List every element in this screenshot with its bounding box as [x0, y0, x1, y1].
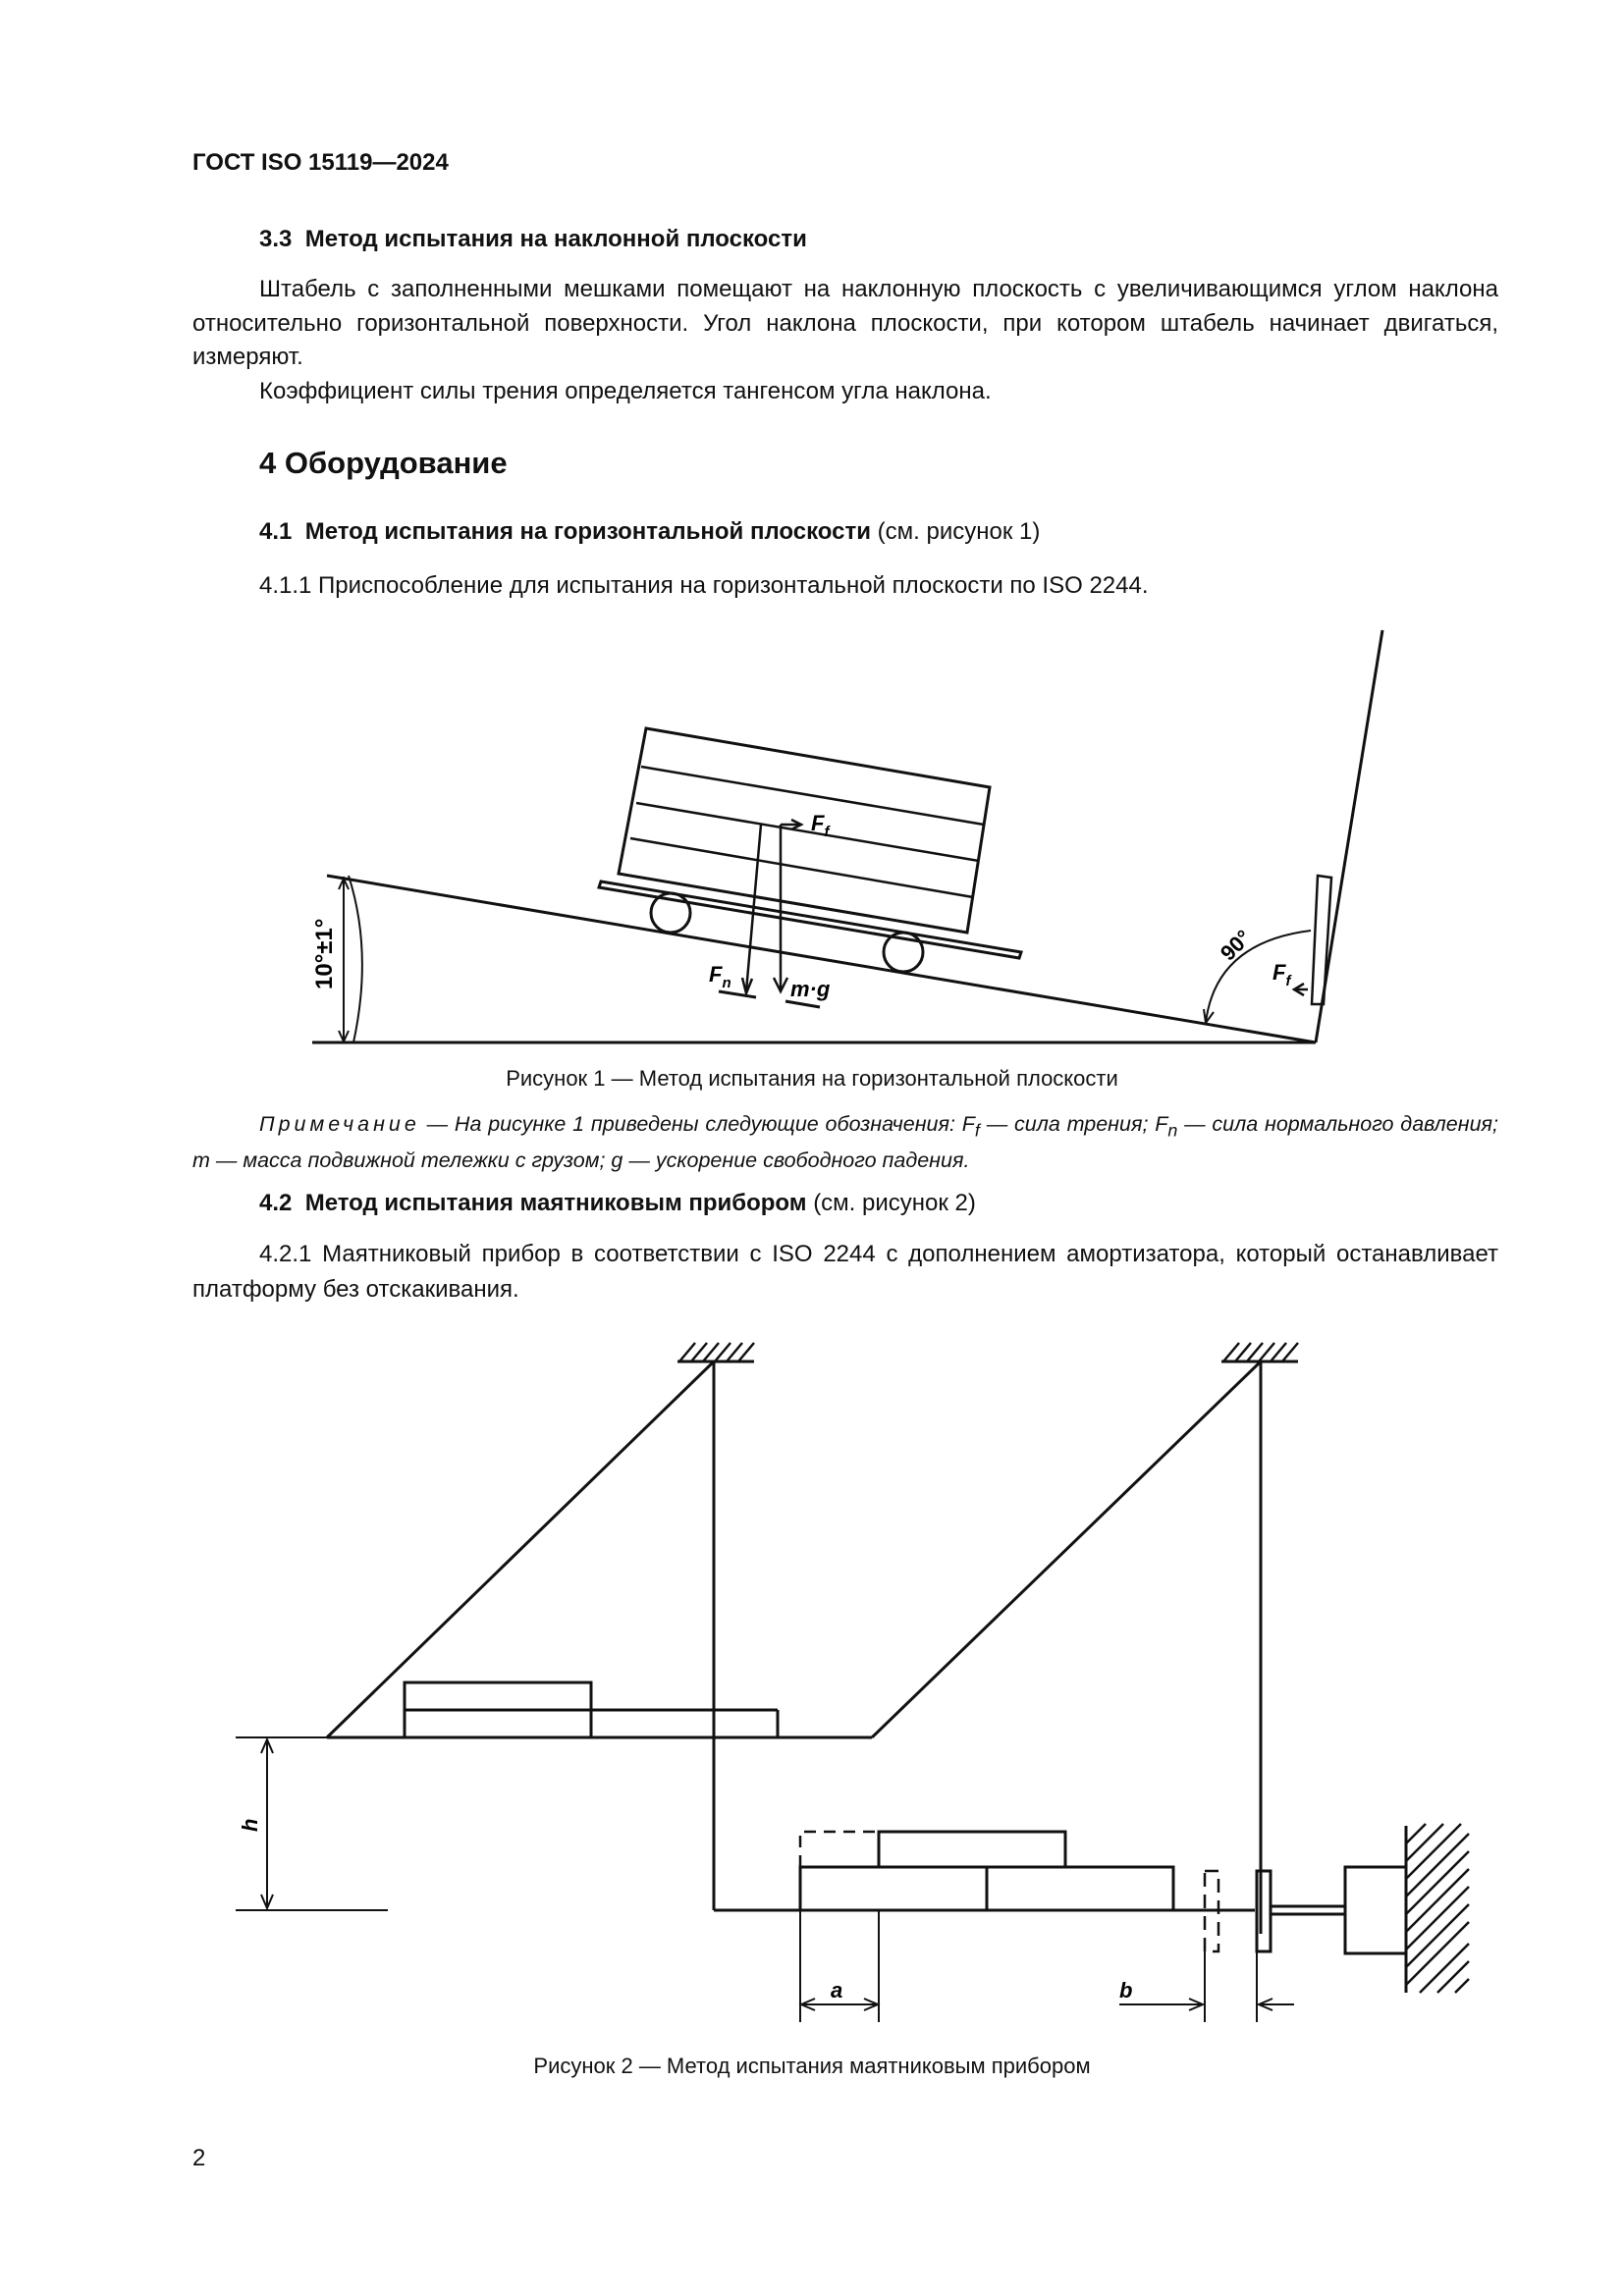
inclined-plane [327, 876, 1316, 1042]
note-subscript: n [1167, 1120, 1178, 1141]
section-3-3-heading [259, 226, 807, 253]
cart-platform [599, 881, 1021, 958]
section-4-1-heading [259, 518, 1040, 546]
right-angle-label: 90° [1215, 925, 1257, 966]
section-title: Метод испытания на горизонтальной плоскости [304, 518, 871, 545]
damper-body [1345, 1867, 1406, 1953]
gravity-base [785, 1001, 820, 1007]
note-subscript: f [974, 1120, 980, 1141]
stop-block [1312, 876, 1331, 1004]
page-number: 2 [192, 2145, 206, 2171]
section-4-1-1-paragraph: 4.1.1 Приспособление для испытания на горизонтальной плоскости по ISO 2244. [259, 572, 1149, 599]
figure-1-note [192, 1109, 1498, 1176]
note-text: — На рисунке 1 приведены следующие обозначения: F [419, 1112, 975, 1136]
distance-a-label: a [831, 1978, 843, 2002]
wall-hatch [1406, 1824, 1469, 1993]
initial-position-outline [800, 1832, 879, 1867]
label-letter: F [1272, 960, 1286, 985]
figure-2-caption: Рисунок 2 — Метод испытания маятниковым прибором [533, 2054, 1091, 2078]
gravity-label: m·g [790, 977, 831, 1001]
normal-force-label [709, 962, 731, 991]
stack-bag [879, 1832, 1065, 1867]
label-subscript: f [1285, 973, 1291, 989]
section-3-3-paragraph-1: Штабель с заполненными мешками помещают на наклонную плоскость с увеличивающимся углом наклона относительно горизонтальной поверхности. Угол наклона плоскости, при котором штабель начинает двигаться, измеряют. [192, 276, 1498, 370]
wall-friction-label [1272, 960, 1292, 989]
note-text: — сила трения; F [979, 1112, 1168, 1136]
section-number: 4.1 [259, 518, 293, 545]
section-4-2-heading [259, 1190, 976, 1217]
section-number: 3.3 [259, 226, 293, 252]
section-title: Метод испытания на наклонной плоскости [304, 226, 807, 252]
figure-1-caption: Рисунок 1 — Метод испытания на горизонтальной плоскости [506, 1066, 1118, 1091]
damper-plate [1257, 1871, 1271, 1951]
section-3-3-paragraph-2: Коэффициент силы трения определяется тангенсом угла наклона. [259, 378, 992, 404]
figure-2-diagram [0, 1306, 1624, 2027]
label-subscript: f [824, 824, 830, 840]
section-title: Метод испытания маятниковым прибором [304, 1190, 807, 1216]
section-4-2-1-paragraph: 4.2.1 Маятниковый прибор в соответствии с ISO 2244 с дополнением амортизатора, который останавливает платформу без отскакивания. [192, 1241, 1498, 1303]
section-title: Оборудование [284, 446, 508, 480]
note-text: — сила нормального давления; m — масса подвижной тележки с грузом; g — ускорение свободного падения. [192, 1112, 1498, 1173]
label-letter: F [709, 962, 723, 987]
section-number: 4.2 [259, 1190, 293, 1216]
figure-reference: (см. рисунок 2) [813, 1190, 976, 1216]
height-label: h [238, 1818, 262, 1832]
figure-reference: (см. рисунок 1) [877, 518, 1041, 545]
pendulum-rod-diagonal-right [872, 1362, 1261, 1737]
angle-label: 10°±1° [311, 918, 338, 989]
label-letter: F [811, 811, 825, 835]
angle-arc [349, 876, 362, 1042]
section-4-heading [259, 446, 508, 481]
label-subscript: n [722, 975, 731, 991]
friction-label [811, 811, 831, 840]
section-number: 4 [259, 446, 277, 480]
ceiling-hatch-right [1223, 1343, 1298, 1362]
normal-base [719, 991, 756, 997]
box-divider [630, 838, 973, 897]
note-label: Примечание [259, 1112, 420, 1136]
box-divider [636, 803, 979, 861]
document-header: ГОСТ ISO 15119—2024 [192, 149, 449, 176]
figure-1-diagram [0, 618, 1624, 1070]
ceiling-hatch-left [679, 1343, 754, 1362]
distance-b-label: b [1119, 1978, 1133, 2002]
